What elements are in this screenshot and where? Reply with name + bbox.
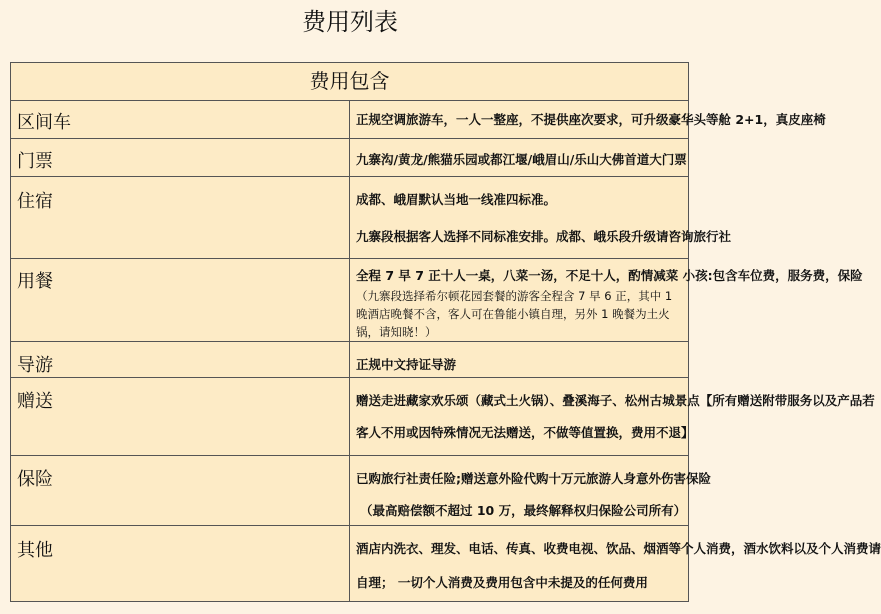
table-header-row bbox=[11, 63, 689, 101]
content-line: （最高赔偿额不超过 10 万，最终解释权归保险公司所有） bbox=[360, 503, 687, 518]
row-content bbox=[350, 378, 875, 456]
content-line: 正规空调旅游车，一人一整座，不提供座次要求，可升级豪华头等舱 2+1，真皮座椅 bbox=[356, 112, 826, 127]
row-content bbox=[350, 342, 689, 378]
table-header: 费用包含 bbox=[11, 63, 689, 101]
content-line: 客人不用或因特殊情况无法赠送，不做等值置换，费用不退】 bbox=[356, 425, 694, 440]
table-row bbox=[11, 101, 689, 139]
fee-table bbox=[10, 62, 881, 602]
row-label: 门票 bbox=[11, 139, 350, 177]
table-row bbox=[11, 342, 689, 378]
table-row bbox=[11, 139, 689, 177]
row-content bbox=[350, 456, 712, 526]
row-label: 保险 bbox=[11, 456, 350, 526]
meal-note: （九寨段选择希尔顿花园套餐的游客全程含 7 早 6 正，其中 1 晚酒店晚餐不含，客人可在鲁能小镇自理，另外 1 晚餐为土火锅，请知晓！） bbox=[356, 289, 673, 339]
content-line: 九寨沟/黄龙/熊猫乐园或都江堰/峨眉山/乐山大佛首道大门票 bbox=[356, 152, 687, 167]
content-line: 已购旅行社责任险;赠送意外险代购十万元旅游人身意外伤害保险 bbox=[356, 471, 712, 486]
table-row bbox=[11, 378, 689, 456]
row-label: 导游 bbox=[11, 342, 350, 378]
page-title: 费用列表 bbox=[302, 8, 398, 36]
content-line: 正规中文持证导游 bbox=[356, 357, 457, 372]
row-label: 用餐 bbox=[11, 259, 350, 342]
content-line: 成都、峨眉默认当地一线准四标准。 bbox=[356, 192, 557, 207]
row-content bbox=[350, 526, 881, 602]
row-content bbox=[350, 259, 863, 342]
table-row bbox=[11, 526, 689, 602]
row-content bbox=[350, 177, 732, 259]
row-content bbox=[350, 101, 826, 139]
content-line: 赠送走进藏家欢乐颂（藏式土火锅）、叠溪海子、松州古城景点【所有赠送附带服务以及产品若 bbox=[356, 393, 875, 408]
content-line: 自理； 一切个人消费及费用包含中未提及的任何费用 bbox=[356, 575, 648, 590]
content-line: 九寨段根据客人选择不同标准安排。成都、峨乐段升级请咨询旅行社 bbox=[356, 229, 732, 244]
table-row bbox=[11, 177, 689, 259]
table-row bbox=[11, 456, 689, 526]
row-label: 区间车 bbox=[11, 101, 350, 139]
table-row bbox=[11, 259, 689, 342]
row-content bbox=[350, 139, 689, 177]
row-label: 赠送 bbox=[11, 378, 350, 456]
content-line: 酒店内洗衣、理发、电话、传真、收费电视、饮品、烟酒等个人消费，酒水饮料以及个人消费请 bbox=[356, 541, 881, 556]
row-label: 其他 bbox=[11, 526, 350, 602]
content-line: 全程 7 早 7 正十人一桌，八菜一汤，不足十人，酌情减菜 小孩:包含车位费，服务费，保险 bbox=[356, 268, 863, 283]
row-label: 住宿 bbox=[11, 177, 350, 259]
